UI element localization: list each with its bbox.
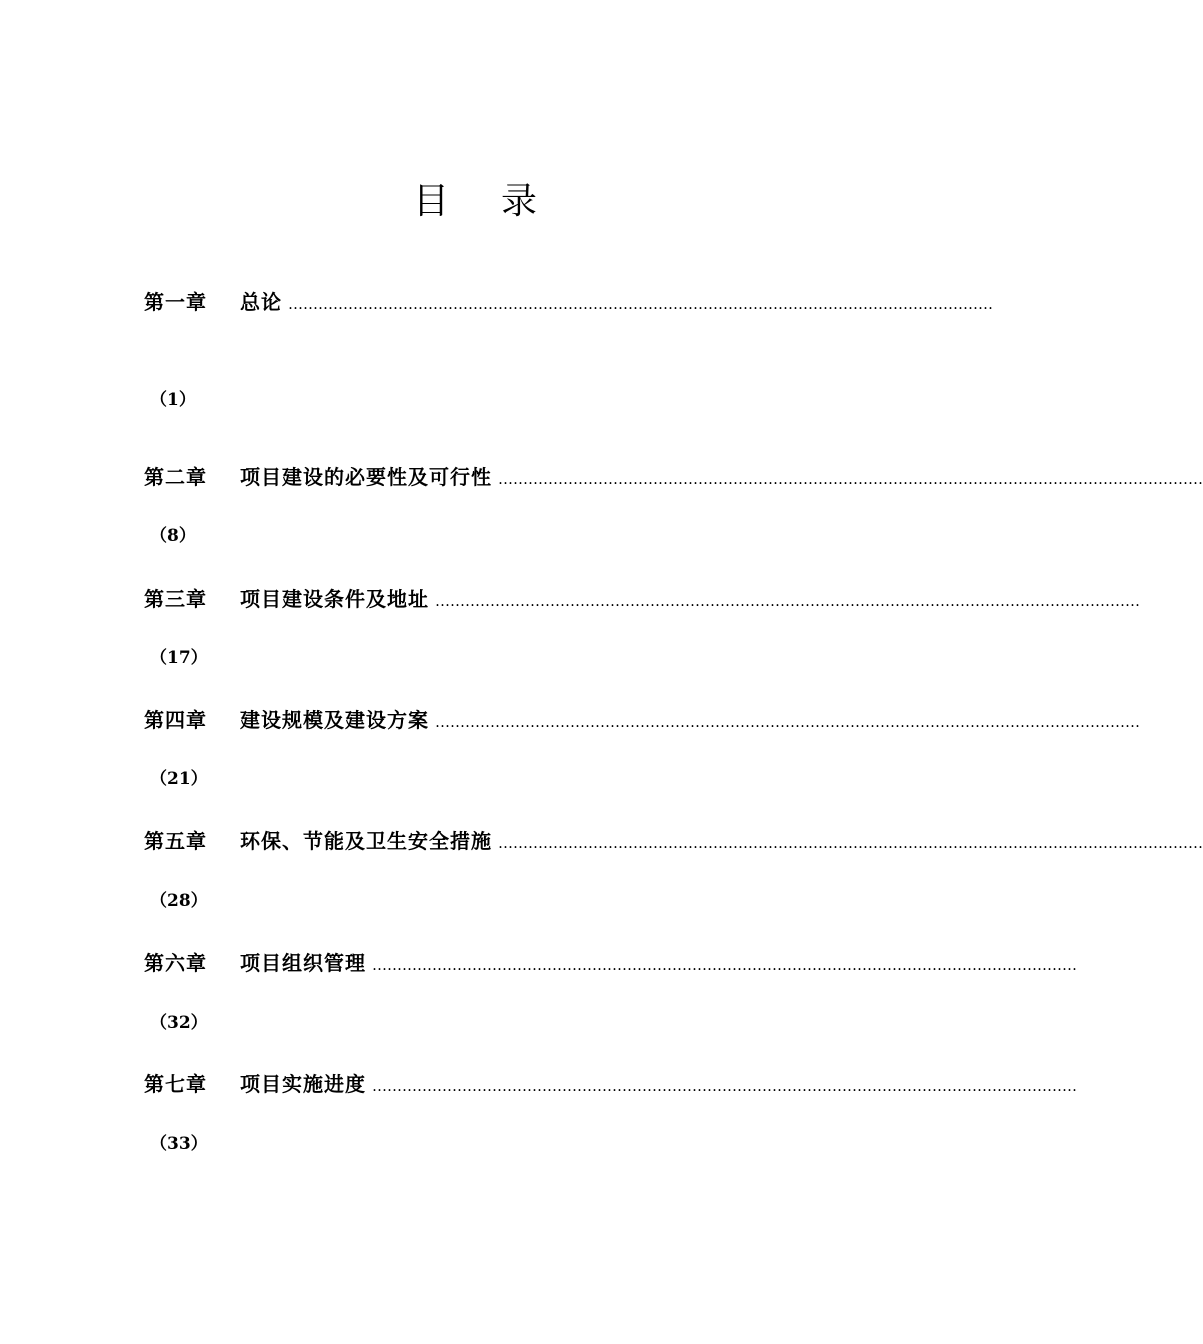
- toc-title-char-2: 录: [501, 181, 538, 222]
- dot-leader: ……………………………………………………………………………………………………………………………: [288, 295, 993, 313]
- dot-leader: ……………………………………………………………………………………………………………………………: [498, 834, 1203, 852]
- toc-entry-6[interactable]: [144, 947, 1077, 977]
- dot-leader: ……………………………………………………………………………………………………………………………: [372, 1077, 1077, 1095]
- toc-entry-2[interactable]: [144, 461, 1203, 491]
- toc-title-char-1: 目: [412, 181, 449, 222]
- page-number-6: （32）: [150, 1013, 208, 1033]
- toc-entry-4[interactable]: [144, 704, 1140, 734]
- chapter-title: 项目组织管理: [240, 951, 366, 975]
- toc-entry-3[interactable]: [144, 583, 1140, 613]
- chapter-number: 第一章: [144, 290, 207, 314]
- page-number-4: （21）: [150, 769, 208, 789]
- page-number-7: （33）: [150, 1134, 208, 1154]
- toc-title: [0, 178, 950, 226]
- chapter-number: 第五章: [144, 829, 207, 853]
- dot-leader: ……………………………………………………………………………………………………………………………: [435, 592, 1140, 610]
- chapter-title: 项目实施进度: [240, 1072, 366, 1096]
- chapter-title: 项目建设的必要性及可行性: [240, 465, 492, 489]
- toc-entry-7[interactable]: [144, 1068, 1077, 1098]
- chapter-number: 第七章: [144, 1072, 207, 1096]
- chapter-title: 环保、节能及卫生安全措施: [240, 829, 492, 853]
- chapter-number: 第二章: [144, 465, 207, 489]
- page-number-5: （28）: [150, 891, 208, 911]
- chapter-number: 第四章: [144, 708, 207, 732]
- page-number-3: （17）: [150, 648, 208, 668]
- toc-entry-1[interactable]: [144, 286, 993, 316]
- chapter-title: 总论: [240, 290, 282, 314]
- chapter-title: 项目建设条件及地址: [240, 587, 429, 611]
- toc-entry-5[interactable]: [144, 825, 1203, 855]
- dot-leader: ……………………………………………………………………………………………………………………………: [435, 713, 1140, 731]
- dot-leader: ……………………………………………………………………………………………………………………………: [498, 470, 1203, 488]
- dot-leader: ……………………………………………………………………………………………………………………………: [372, 956, 1077, 974]
- chapter-title: 建设规模及建设方案: [240, 708, 429, 732]
- page-number-1: （1）: [150, 390, 196, 410]
- chapter-number: 第六章: [144, 951, 207, 975]
- chapter-number: 第三章: [144, 587, 207, 611]
- page-number-2: （8）: [150, 526, 196, 546]
